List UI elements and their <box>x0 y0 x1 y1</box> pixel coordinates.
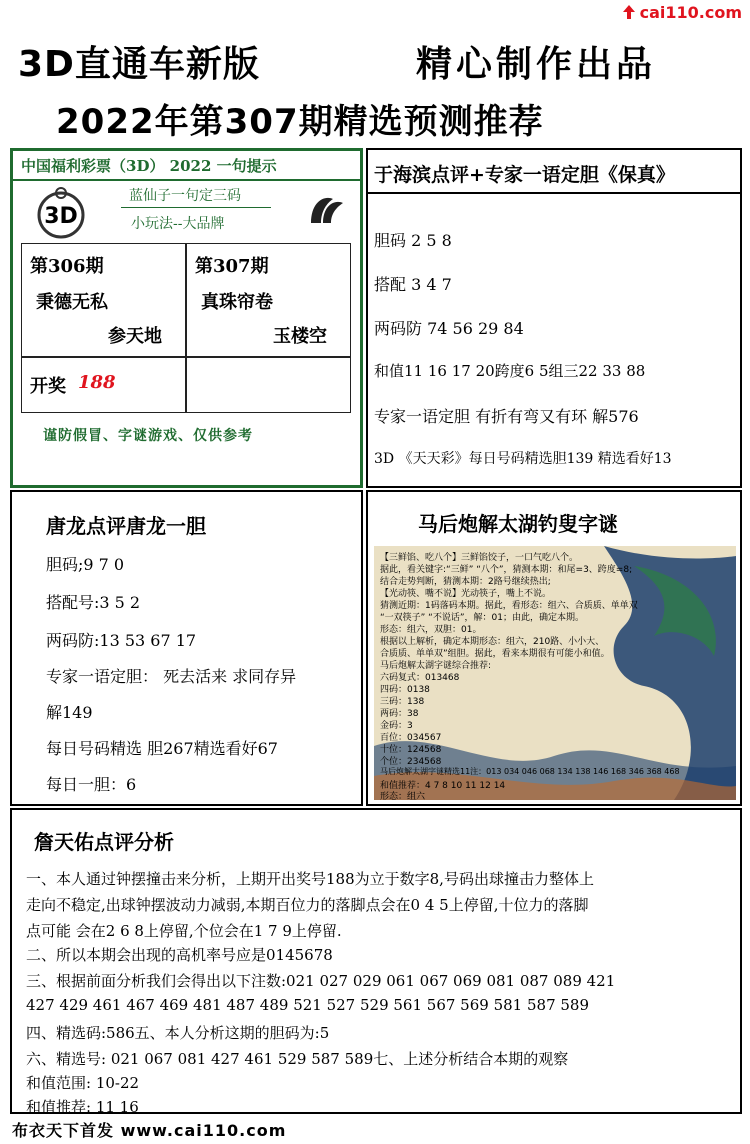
prev-phrase-2: 参天地 <box>108 326 162 347</box>
puzzle-line-12: 三码：138 <box>380 697 425 707</box>
svg-text:3D: 3D <box>44 204 78 229</box>
lottery-3d-logo-icon <box>33 185 89 241</box>
analysis-line-4: 三、根据前面分析我们会得出以下注数:021 027 029 061 067 069 081 087 089 421 <box>26 972 616 990</box>
site-link[interactable]: cai110.com <box>639 3 742 22</box>
line-3: 专家一语定胆： 死去活来 求同存异 <box>46 667 297 686</box>
puzzle-line-18: 马后炮解太湖字谜精选11注：013 034 046 068 134 138 146 168 346 368 468 <box>380 767 680 776</box>
slogan-divider <box>121 207 271 208</box>
title-left: 3D直通车新版 <box>18 44 260 85</box>
panel-title: 詹天佑点评分析 <box>34 830 174 854</box>
puzzle-line-2: 结合走势判断，猜测本期：2路号继续热出; <box>380 577 551 587</box>
ticket-divider <box>13 179 360 181</box>
prev-issue-label: 第306期 <box>30 256 104 277</box>
puzzle-panel <box>366 490 742 806</box>
cur-phrase-1: 真珠帘卷 <box>201 292 273 313</box>
line-hezhi: 和值11 16 17 20跨度6 5组三22 33 88 <box>374 362 646 380</box>
cur-phrase-2: 玉楼空 <box>273 326 327 347</box>
puzzle-line-8: 合质质、单单双”组胆。据此，看来本期很有可能小和值。 <box>380 649 610 659</box>
panel-title: 于海滨点评+专家一语定胆《保真》 <box>374 164 675 186</box>
draw-number: 188 <box>78 372 116 393</box>
line-4: 解149 <box>46 703 93 722</box>
line-liangma: 两码防 74 56 29 84 <box>374 319 524 338</box>
draw-cell <box>21 357 186 413</box>
analysis-line-3: 二、所以本期会出现的高机率号应是0145678 <box>26 946 333 964</box>
line-5: 每日号码精选 胆267精选看好67 <box>46 739 278 758</box>
puzzle-line-5: “一双筷子” “不说话”，解：01；由此，确定本期。 <box>380 613 584 623</box>
analysis-line-2: 点可能 会在2 6 8上停留,个位会在1 7 9上停留. <box>26 922 342 940</box>
expert-panel-yuhaibin <box>366 148 742 488</box>
line-6: 每日一胆：6 <box>46 775 137 794</box>
ticket-panel <box>10 148 363 488</box>
line-danma: 胆码 2 5 8 <box>374 231 452 250</box>
puzzle-line-3: 【光动筷、嘴不说】光动筷子，嘴上不说。 <box>380 589 552 599</box>
welfare-lottery-logo-icon <box>303 187 349 233</box>
ticket-title: 中国福利彩票（3D） 2022 一句提示 <box>21 157 277 175</box>
ticket-footer: 谨防假冒、字谜游戏、仅供参考 <box>43 428 253 444</box>
title-right: 精心制作出品 <box>416 44 657 85</box>
analysis-line-9: 和值推荐: 11 16 <box>26 1098 139 1116</box>
puzzle-line-13: 两码：38 <box>380 709 419 719</box>
cur-issue-cell <box>186 243 351 357</box>
draw-label: 开奖 <box>30 376 66 397</box>
upload-icon <box>620 3 638 21</box>
analysis-line-6: 四、精选码:586五、本人分析这期的胆码为:5 <box>26 1024 330 1042</box>
puzzle-image <box>374 546 736 800</box>
puzzle-line-11: 四码：0138 <box>380 685 430 695</box>
puzzle-line-6: 形态：组六，双胆：01。 <box>380 625 482 635</box>
puzzle-line-17: 个位：234568 <box>380 757 442 767</box>
line-tiantiancai: 3D 《天天彩》每日号码精选胆139 精选看好13 <box>374 451 672 467</box>
panel-title: 马后炮解太湖钓叟字谜 <box>418 512 618 536</box>
analysis-line-0: 一、本人通过钟摆撞击来分析，上期开出奖号188为立于数字8,号码出球撞击力整体上 <box>26 870 594 888</box>
puzzle-line-10: 六码复式：013468 <box>380 673 460 683</box>
puzzle-line-9: 马后炮解太湖字谜综合推荐: <box>380 661 492 671</box>
blank-cell <box>186 357 351 413</box>
expert-panel-tanglong <box>10 490 363 806</box>
analysis-line-1: 走向不稳定,出球钟摆波动力减弱,本期百位力的落脚点会在0 4 5上停留,十位力的落脚 <box>26 896 589 914</box>
puzzle-line-0: 【三鲜馅、吃八个】三鲜馅饺子，一口气吃八个。 <box>380 553 579 563</box>
puzzle-line-4: 猜测近期：1码落码本期。据此，看形态：组六、合质质、单单双 <box>380 601 638 611</box>
analysis-line-5: 427 429 461 467 469 481 487 489 521 527 529 561 567 569 581 587 589 <box>26 996 590 1014</box>
puzzle-line-16: 十位：124568 <box>380 745 442 755</box>
analysis-panel <box>10 808 742 1114</box>
line-1: 搭配号:3 5 2 <box>46 593 141 612</box>
puzzle-line-19: 和值推荐：4 7 8 10 11 12 14 <box>380 781 506 791</box>
puzzle-line-14: 金码：3 <box>380 721 413 731</box>
page-title: 2022年第307期精选预测推荐 <box>56 102 544 142</box>
top-bar <box>0 0 750 26</box>
ticket-slogan-2: 小玩法--大品牌 <box>131 216 225 232</box>
puzzle-line-1: 据此，看关键字:“三鲜” “八个”，猜测本期：和尾=3、跨度=8; <box>380 565 633 575</box>
line-dapei: 搭配 3 4 7 <box>374 275 452 294</box>
ticket-grid <box>21 243 351 439</box>
prev-issue-cell <box>21 243 186 357</box>
puzzle-line-7: 根据以上解析，确定本期形态：组六，210路、小小大、 <box>380 637 605 647</box>
ticket-slogan-1: 蓝仙子一句定三码 <box>129 188 241 204</box>
line-2: 两码防:13 53 67 17 <box>46 631 197 650</box>
panel-title: 唐龙点评唐龙一胆 <box>46 514 206 538</box>
puzzle-line-20: 形态：组六 <box>380 792 426 800</box>
line-yiyu: 专家一语定胆 有折有弯又有环 解576 <box>374 407 639 426</box>
prev-phrase-1: 秉德无私 <box>36 292 108 313</box>
analysis-line-7: 六、精选号: 021 067 081 427 461 529 587 589七、上述分析结合本期的观察 <box>26 1050 569 1068</box>
cur-issue-label: 第307期 <box>195 256 269 277</box>
footer-banner: 布衣天下首发 www.cai110.com <box>12 1121 287 1140</box>
line-0: 胆码;9 7 0 <box>46 555 125 574</box>
analysis-line-8: 和值范围: 10-22 <box>26 1074 140 1092</box>
puzzle-line-15: 百位：034567 <box>380 733 442 743</box>
title-divider <box>368 192 740 194</box>
